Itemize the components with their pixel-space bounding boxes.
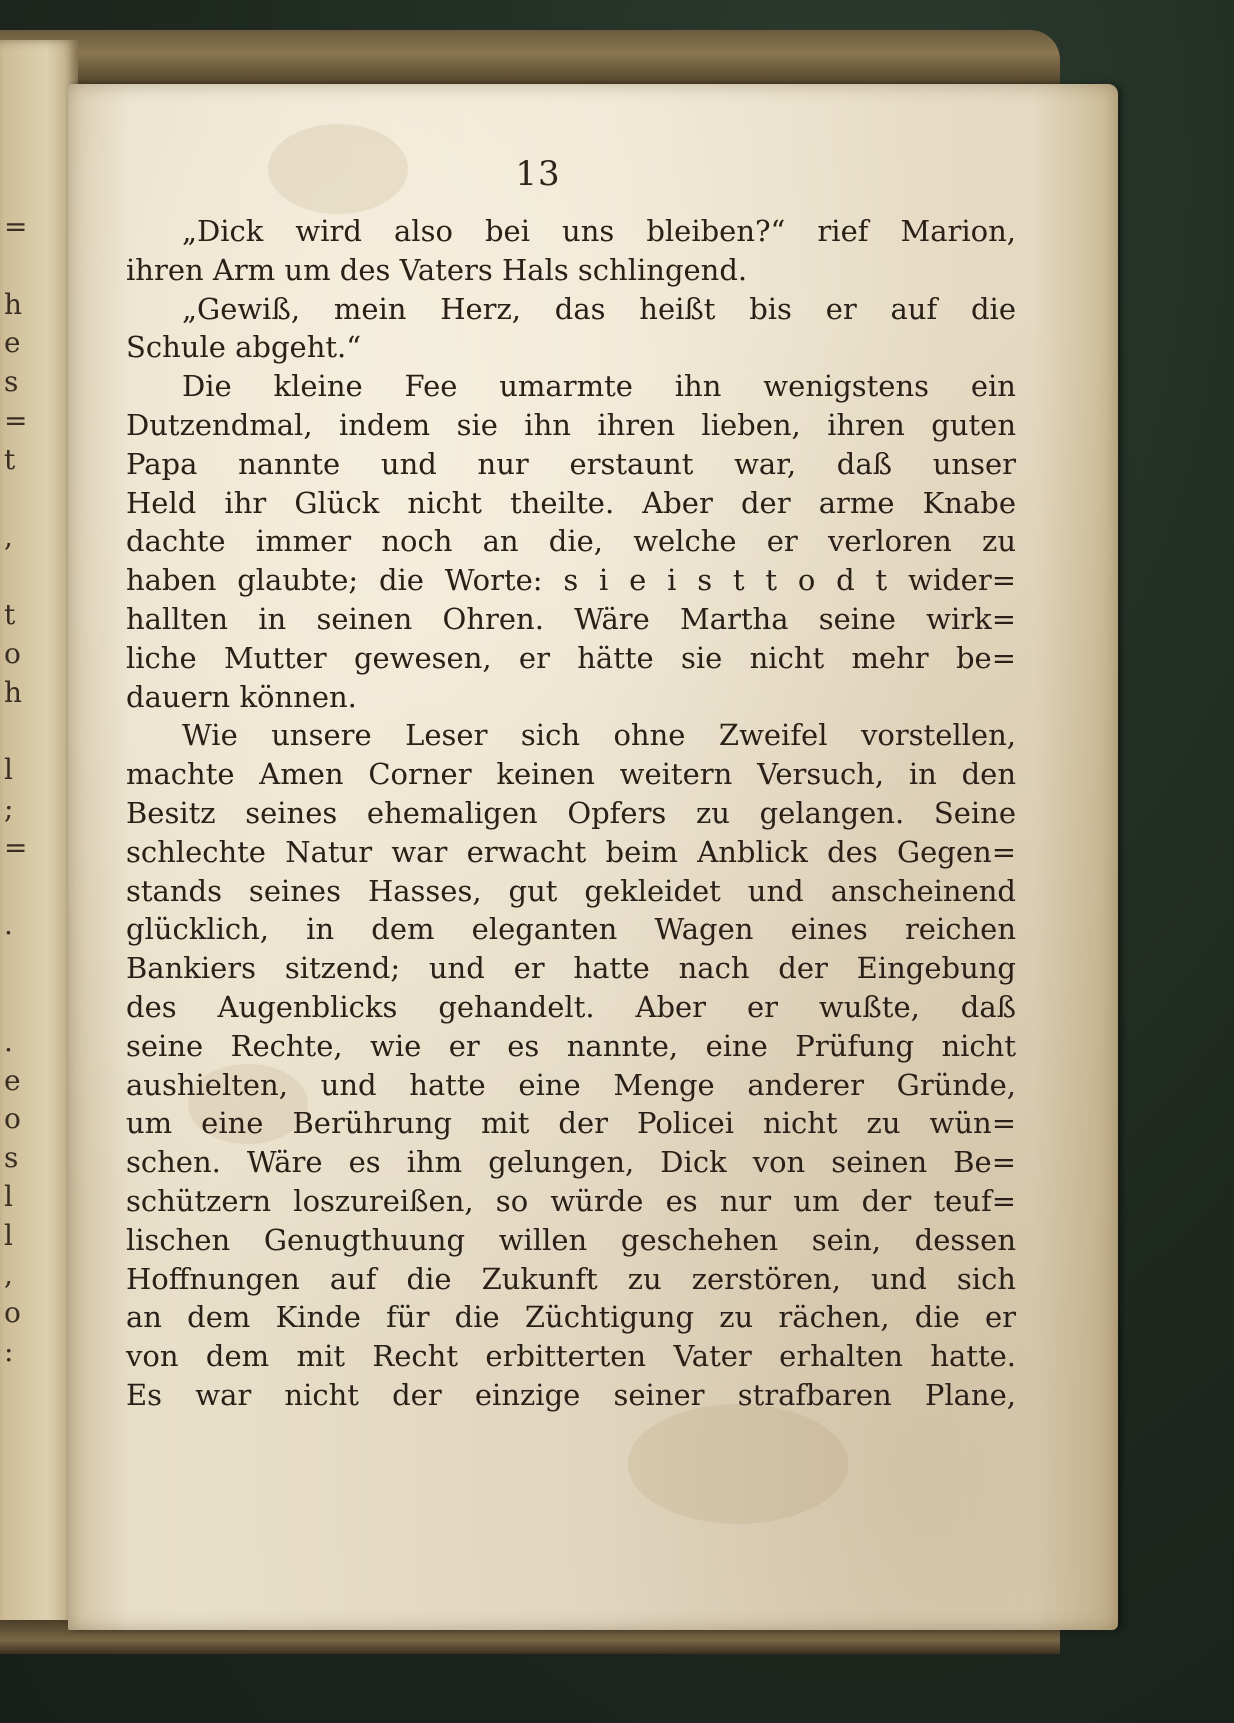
facing-page-fragment: e	[4, 1063, 21, 1097]
text-line: Die kleine Fee umarmte ihn wenigstens ein	[182, 369, 1016, 404]
facing-page-fragment: t	[4, 442, 16, 476]
text-line: machte Amen Corner keinen weitern Versuch, in den	[126, 757, 1016, 792]
page-number: 13	[515, 154, 561, 194]
text-line: haben glaubte; die Worte: s i e i s t t o d t wider=	[126, 563, 1016, 598]
facing-page-fragment: h	[4, 287, 23, 321]
text-line: schen. Wäre es ihm gelungen, Dick von seinen Be=	[126, 1145, 1016, 1180]
text-line: Wie unsere Leser sich ohne Zweifel vorstellen,	[182, 718, 1016, 753]
text-line: an dem Kinde für die Züchtigung zu rächen, die er	[126, 1300, 1016, 1335]
text-line: Papa nannte und nur erstaunt war, daß unser	[126, 446, 1016, 481]
text-line: Bankiers sitzend; und er hatte nach der Eingebung	[126, 951, 1016, 986]
facing-page-fragment: l	[4, 1218, 13, 1252]
text-line: Dutzendmal, indem sie ihn ihren lieben, ihren guten	[126, 407, 1016, 442]
facing-page-fragment: h	[4, 675, 23, 709]
facing-page-fragment: s	[4, 365, 19, 399]
text-line: Hoffnungen auf die Zukunft zu zerstören, und sich	[126, 1261, 1016, 1296]
body-text	[126, 212, 1016, 1415]
text-line: ihren Arm um des Vaters Hals schlingend.	[126, 252, 748, 287]
text-line: glücklich, in dem eleganten Wagen eines reichen	[126, 912, 1016, 947]
facing-page-fragment: e	[4, 326, 21, 360]
text-line: um eine Berührung mit der Policei nicht zu wün=	[126, 1106, 1016, 1141]
facing-page-fragment: =	[4, 404, 28, 437]
text-line: des Augenblicks gehandelt. Aber er wußte, daß	[126, 989, 1016, 1024]
text-line: hallten in seinen Ohren. Wäre Martha seine wirk=	[126, 601, 1016, 636]
text-line: schlechte Natur war erwacht beim Anblick des Gegen=	[126, 834, 1016, 869]
facing-page-edge	[0, 40, 78, 1640]
text-line: Held ihr Glück nicht theilte. Aber der arme Knabe	[126, 485, 1016, 520]
facing-page-fragment: ,	[4, 520, 13, 554]
text-line: seine Rechte, wie er es nannte, eine Prüfung nicht	[126, 1028, 1016, 1063]
book-top-edge	[0, 30, 1060, 88]
text-line: dachte immer noch an die, welche er verloren zu	[126, 524, 1016, 559]
text-line: aushielten, und hatte eine Menge anderer Gründe,	[126, 1067, 1016, 1102]
text-line: liche Mutter gewesen, er hätte sie nicht mehr be=	[126, 640, 1016, 675]
text-line: lischen Genugthuung willen geschehen sein, dessen	[126, 1222, 1016, 1257]
text-line: „Gewiß, mein Herz, das heißt bis er auf die	[182, 291, 1016, 326]
facing-page-fragment: o	[4, 1102, 21, 1136]
paper-stain	[628, 1404, 848, 1524]
facing-page-fragment: o	[4, 1296, 21, 1330]
facing-page-fragment: :	[4, 1335, 14, 1369]
facing-page-fragment: .	[4, 908, 13, 942]
text-line: stands seines Hasses, gut gekleidet und anscheinend	[126, 873, 1016, 908]
facing-page-fragment: o	[4, 636, 21, 670]
facing-page-fragment: t	[4, 598, 16, 631]
facing-page-fragment: l	[4, 1180, 13, 1213]
text-line: dauern können.	[126, 679, 357, 714]
text-line: Es war nicht der einzige seiner strafbaren Plane,	[126, 1377, 1016, 1412]
facing-page-fragment: =	[4, 210, 28, 243]
facing-page-fragment: l	[4, 753, 13, 787]
book-page	[68, 84, 1118, 1630]
facing-page-fragment: .	[4, 1024, 13, 1058]
text-line: von dem mit Recht erbitterten Vater erhalten hatte.	[126, 1339, 1016, 1374]
facing-page-fragment: s	[4, 1141, 19, 1175]
text-line: Schule abgeht.“	[126, 330, 362, 365]
facing-page-fragment: ,	[4, 1257, 13, 1291]
text-line: schützern loszureißen, so würde es nur um der teuf=	[126, 1183, 1016, 1218]
facing-page-fragment: =	[4, 830, 28, 864]
text-line: Besitz seines ehemaligen Opfers zu gelangen. Seine	[126, 795, 1016, 830]
facing-page-fragment: ;	[4, 792, 14, 825]
text-line: „Dick wird also bei uns bleiben?“ rief Marion,	[182, 214, 1016, 248]
